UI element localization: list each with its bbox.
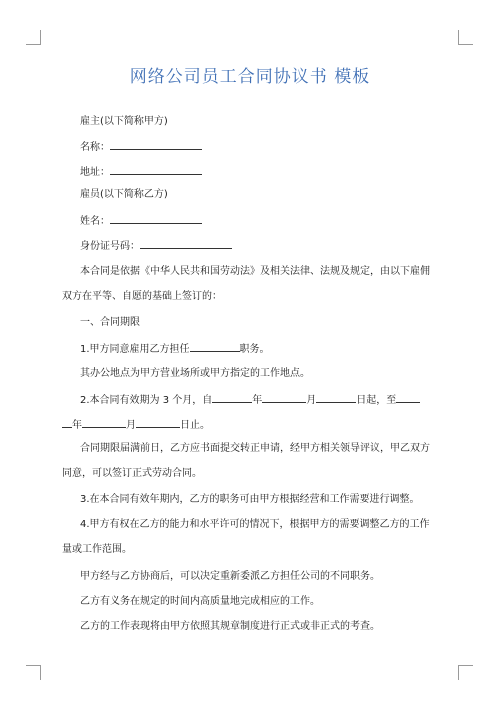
section-1-heading: 一、合同期限	[80, 317, 140, 328]
clause-1-position-blank[interactable]	[190, 341, 240, 352]
clause-2-year-label: 年	[252, 395, 263, 406]
clause-1-suffix: 职务。	[239, 344, 270, 355]
clause-3: 3.在本合同有效年期内，乙方的职务可由甲方根据经营和工作需要进行调整。	[80, 494, 420, 505]
corner-mark-bottom-right	[458, 665, 473, 680]
probation-line-1: 合同期限届满前日，乙方应书面提交转正申请，经甲方相关领导评议，甲乙双方	[80, 443, 430, 454]
clause-2-month-label: 月	[306, 395, 317, 406]
clause-2-year2-label: 年	[72, 420, 82, 431]
employee-id-label: 身份证号码：	[80, 241, 140, 252]
clause-1-location: 其办公地点为甲方营业场所或甲方指定的工作地点。	[80, 368, 310, 379]
employee-heading: 雇员(以下简称乙方)	[80, 189, 168, 200]
employer-name-label: 名称：	[80, 142, 110, 153]
corner-mark-top-left	[26, 30, 41, 45]
clause-2-month2-label: 月	[126, 420, 136, 431]
employee-name-row	[80, 213, 202, 229]
intro-line-1: 本合同是依据《中华人民共和国劳动法》及相关法律、法规及规定，由以下雇佣	[80, 266, 430, 277]
employer-address-label: 地址：	[80, 167, 110, 178]
corner-mark-top-right	[458, 30, 473, 45]
employer-heading: 雇主(以下简称甲方)	[80, 116, 168, 127]
clause-2-prefix: 2.本合同有效期为 3 个月，自	[80, 395, 213, 406]
evaluation-clause: 乙方的工作表现将由甲方依照其规章制度进行正式或非正式的考查。	[80, 621, 380, 632]
clause-1-prefix: 1.甲方同意雇用乙方担任	[80, 344, 190, 355]
intro-line-2: 双方在平等、自愿的基础上签订的：	[62, 291, 222, 302]
employee-name-blank[interactable]	[110, 213, 202, 224]
clause-2-row-continued	[62, 417, 210, 433]
obligation-clause: 乙方有义务在规定的时间内高质量地完成相应的工作。	[80, 596, 320, 607]
employee-name-label: 姓名：	[80, 216, 110, 227]
employer-name-row	[80, 139, 202, 155]
clause-1-row	[80, 341, 270, 357]
employer-address-row	[80, 164, 202, 180]
reassign-clause: 甲方经与乙方协商后，可以决定重新委派乙方担任公司的不同职务。	[80, 571, 380, 582]
end-year-blank-b[interactable]	[62, 417, 72, 428]
employee-id-blank[interactable]	[140, 238, 232, 249]
clause-4-line-2: 量或工作范围。	[62, 544, 132, 555]
employer-name-blank[interactable]	[110, 139, 202, 150]
employee-id-row	[80, 238, 232, 254]
end-month-blank[interactable]	[82, 417, 126, 428]
clause-4-line-1: 4.甲方有权在乙方的能力和水平许可的情况下，根据甲方的需要调整乙方的工作	[80, 519, 430, 530]
start-month-blank[interactable]	[262, 392, 306, 403]
clause-2-end: 日止。	[180, 420, 210, 431]
corner-mark-bottom-left	[26, 665, 41, 680]
clause-2-row	[80, 392, 420, 408]
employer-address-blank[interactable]	[110, 164, 202, 175]
clause-2-day-to: 日起，至	[356, 395, 397, 406]
start-year-blank[interactable]	[212, 392, 252, 403]
probation-line-2: 同意，可以签订正式劳动合同。	[62, 468, 202, 479]
start-day-blank[interactable]	[316, 392, 356, 403]
document-title: 网络公司员工合同协议书 模板	[129, 67, 371, 87]
end-day-blank[interactable]	[136, 417, 180, 428]
end-year-blank-a[interactable]	[396, 392, 420, 403]
